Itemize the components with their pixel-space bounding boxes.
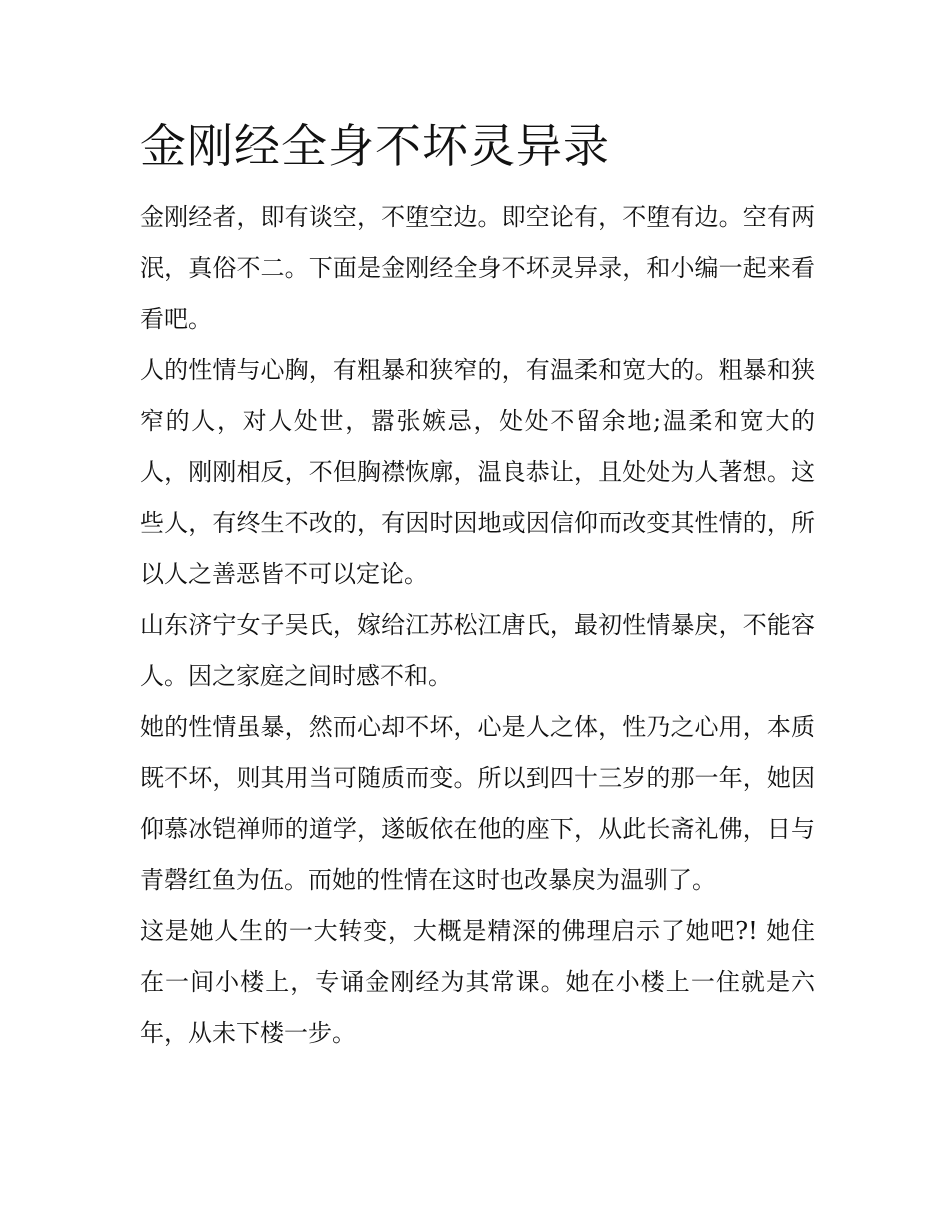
paragraph-intro: 金刚经者，即有谈空，不堕空边。即空论有，不堕有边。空有两泯，真俗不二。下面是金刚经全身不坏灵异录，和小编一起来看看吧。 — [140, 203, 815, 333]
document-title: 金刚经全身不坏灵异录 — [140, 119, 610, 173]
paragraph-wu-shi: 山东济宁女子吴氏，嫁给江苏松江唐氏，最初性情暴戾，不能容人。因之家庭之间时感不和。 — [140, 611, 815, 690]
document-page — [140, 110, 815, 1059]
paragraph-small-building: 这是她人生的一大转变，大概是精深的佛理启示了她吧?! 她住在一间小楼上，专诵金刚经为其常课。她在小楼上一住就是六年，从未下楼一步。 — [140, 917, 815, 1047]
paragraph-transformation: 她的性情虽暴，然而心却不坏，心是人之体，性乃之心用，本质既不坏，则其用当可随质而变。所以到四十三岁的那一年，她因仰慕冰铠禅师的道学，遂皈依在他的座下，从此长斋礼佛，日与青磬红鱼为伍。而她的性情在这时也改暴戾为温驯了。 — [140, 713, 815, 894]
paragraph-temperament: 人的性情与心胸，有粗暴和狭窄的，有温柔和宽大的。粗暴和狭窄的人，对人处世，嚣张嫉忌，处处不留余地;温柔和宽大的人，刚刚相反，不但胸襟恢廓，温良恭让，且处处为人著想。这些人，有终生不改的，有因时因地或因信仰而改变其性情的，所以人之善恶皆不可以定论。 — [140, 356, 815, 588]
